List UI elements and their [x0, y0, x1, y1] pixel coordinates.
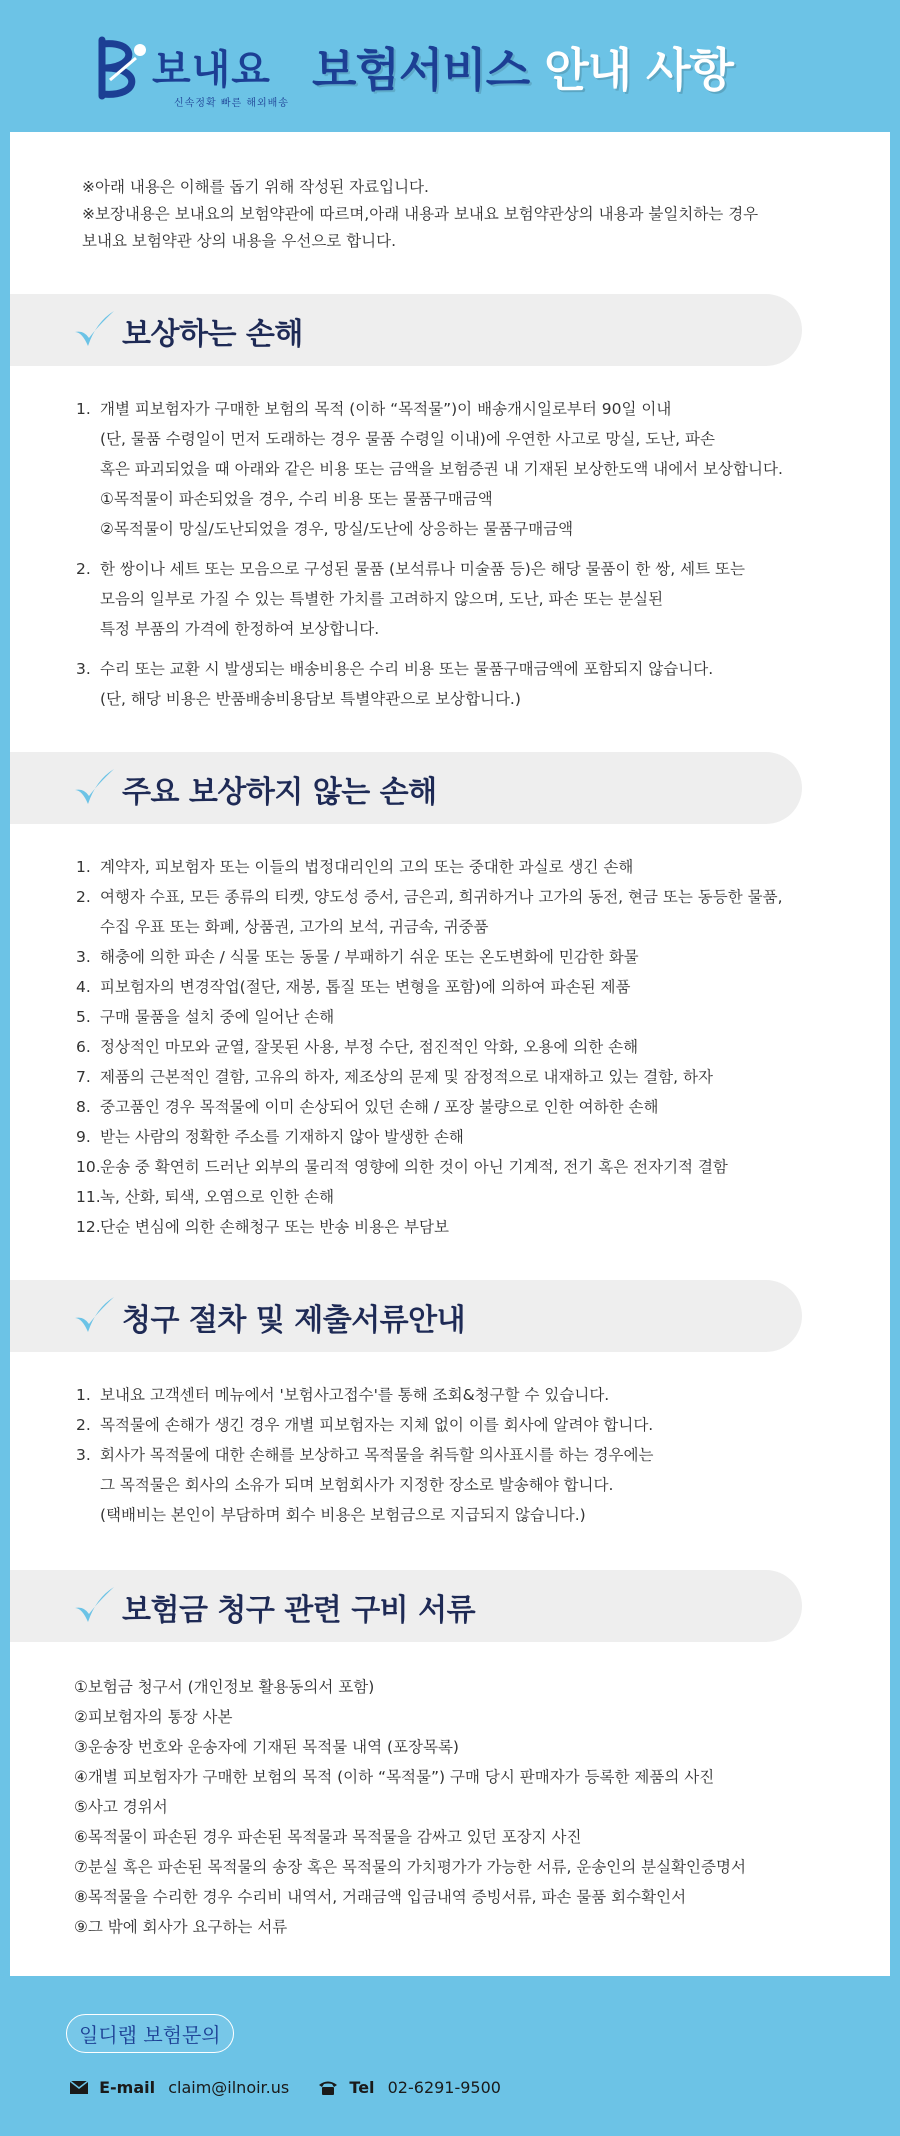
- item-line: 해충에 의한 파손 / 식물 또는 동물 / 부패하기 쉬운 또는 온도변화에 민감한 화물: [100, 948, 639, 966]
- item-line: 그 목적물은 회사의 소유가 되며 보험회사가 지정한 장소로 발송해야 합니다.: [100, 1476, 614, 1494]
- list-item: [76, 852, 856, 882]
- item-line: 중고품인 경우 목적물에 이미 손상되어 있던 손해 / 포장 불량으로 인한 여하한 손해: [100, 1098, 659, 1116]
- list-item: [76, 1410, 856, 1440]
- section-header-covered: [10, 294, 802, 366]
- list-item: [76, 942, 856, 972]
- tel-number[interactable]: 02-6291-9500: [387, 2078, 501, 2097]
- item-line: 여행자 수표, 모든 종류의 티켓, 양도성 증서, 금은괴, 희귀하거나 고가의 동전, 현금 또는 동등한 물품,: [100, 888, 783, 906]
- notice-line: ※아래 내용은 이해를 돕기 위해 작성된 자료입니다.: [82, 178, 429, 196]
- section-list-claim-procedure: [76, 1380, 856, 1530]
- list-item: [76, 882, 856, 942]
- item-line: 단순 변심에 의한 손해청구 또는 반송 비용은 부담보: [100, 1218, 449, 1236]
- item-number: 2.: [76, 1416, 91, 1434]
- item-line: 녹, 산화, 퇴색, 오염으로 인한 손해: [100, 1188, 335, 1206]
- list-item: ⑤사고 경위서: [74, 1798, 168, 1816]
- item-number: 9.: [76, 1128, 91, 1146]
- list-item: ②피보험자의 통장 사본: [74, 1708, 233, 1726]
- item-line: 구매 물품을 설치 중에 일어난 손해: [100, 1008, 335, 1026]
- list-item: ⑧목적물을 수리한 경우 수리비 내역서, 거래금액 입금내역 증빙서류, 파손 물품 회수확인서: [74, 1888, 687, 1906]
- list-item: ⑦분실 혹은 파손된 목적물의 송장 혹은 목적물의 가치평가가 가능한 서류, 운송인의 분실확인증명서: [74, 1858, 746, 1876]
- item-line: 보내요 고객센터 메뉴에서 '보험사고접수'를 통해 조회&청구할 수 있습니다.: [100, 1386, 610, 1404]
- item-line: 계약자, 피보험자 또는 이들의 법정대리인의 고의 또는 중대한 과실로 생긴 손해: [100, 858, 634, 876]
- list-item: [76, 654, 856, 714]
- phone-icon: [318, 2080, 338, 2095]
- item-line: (단, 해당 비용은 반품배송비용담보 특별약관으로 보상합니다.): [100, 690, 521, 708]
- logo-b-mark-icon: [96, 36, 154, 100]
- section-header-required-documents: [10, 1570, 802, 1642]
- check-icon: [72, 308, 116, 350]
- item-number: 10.: [76, 1158, 101, 1176]
- item-number: 11.: [76, 1188, 101, 1206]
- item-number: 8.: [76, 1098, 91, 1116]
- item-line: 피보험자의 변경작업(절단, 재봉, 톱질 또는 변형을 포함)에 의하여 파손된 제품: [100, 978, 631, 996]
- list-item: [76, 1182, 856, 1212]
- list-item: ①보험금 청구서 (개인정보 활용동의서 포함): [74, 1678, 375, 1696]
- item-line: 제품의 근본적인 결함, 고유의 하자, 제조상의 문제 및 잠정적으로 내재하고 있는 결함, 하자: [100, 1068, 713, 1086]
- item-line: 개별 피보험자가 구매한 보험의 목적 (이하 “목적물”)이 배송개시일로부터 90일 이내: [100, 400, 672, 418]
- notice-line: ※보장내용은 보내요의 보험약관에 따르며,아래 내용과 보내요 보험약관상의 내용과 불일치하는 경우: [82, 205, 759, 223]
- item-line: ②목적물이 망실/도난되었을 경우, 망실/도난에 상응하는 물품구매금액: [100, 520, 574, 538]
- item-line: (단, 물품 수령일이 먼저 도래하는 경우 물품 수령일 이내)에 우연한 사고로 망실, 도난, 파손: [100, 430, 715, 448]
- list-item: [76, 1380, 856, 1410]
- brand-logo[interactable]: [96, 36, 306, 110]
- section-list-not-covered: [76, 852, 856, 1242]
- logo-text: 보내요: [152, 47, 271, 93]
- contact-info: [70, 2077, 501, 2097]
- email-label: E-mail: [99, 2078, 156, 2097]
- item-number: 3.: [76, 660, 91, 678]
- item-line: (택배비는 본인이 부담하며 회수 비용은 보험금으로 지급되지 않습니다.): [100, 1506, 586, 1524]
- item-number: 2.: [76, 560, 91, 578]
- list-item: [76, 972, 856, 1002]
- section-title: 보상하는 손해: [122, 317, 303, 352]
- notice-line: 보내요 보험약관 상의 내용을 우선으로 합니다.: [82, 232, 397, 250]
- item-line: 모음의 일부로 가질 수 있는 특별한 가치를 고려하지 않으며, 도난, 파손 또는 분실된: [100, 590, 664, 608]
- list-item: ⑥목적물이 파손된 경우 파손된 목적물과 목적물을 감싸고 있던 포장지 사진: [74, 1828, 582, 1846]
- item-line: 수집 우표 또는 화폐, 상품권, 고가의 보석, 귀금속, 귀중품: [100, 918, 489, 936]
- notice-text: [82, 174, 862, 255]
- list-item: [76, 1092, 856, 1122]
- page-title: [312, 34, 733, 100]
- list-item: ⑨그 밖에 회사가 요구하는 서류: [74, 1918, 288, 1936]
- item-number: 2.: [76, 888, 91, 906]
- insurance-inquiry-label: 일디랩 보험문의: [66, 2014, 234, 2053]
- list-item: [76, 554, 856, 644]
- item-number: 1.: [76, 858, 91, 876]
- item-number: 1.: [76, 1386, 91, 1404]
- section-list-covered: [76, 394, 856, 714]
- item-line: 운송 중 확연히 드러난 외부의 물리적 영향에 의한 것이 아닌 기계적, 전기 혹은 전자기적 결함: [100, 1158, 728, 1176]
- item-number: 1.: [76, 400, 91, 418]
- list-item: [76, 1440, 856, 1530]
- item-number: 3.: [76, 1446, 91, 1464]
- list-item: [76, 1062, 856, 1092]
- list-item: ④개별 피보험자가 구매한 보험의 목적 (이하 “목적물”) 구매 당시 판매자가 등록한 제품의 사진: [74, 1768, 715, 1786]
- section-title: 보험금 청구 관련 구비 서류: [122, 1593, 476, 1628]
- item-line: 정상적인 마모와 균열, 잘못된 사용, 부정 수단, 점진적인 악화, 오용에 의한 손해: [100, 1038, 639, 1056]
- list-item: [76, 394, 856, 544]
- title-dark: 보험서비스: [312, 43, 530, 97]
- section-header-not-covered: [10, 752, 802, 824]
- item-number: 3.: [76, 948, 91, 966]
- item-line: 받는 사람의 정확한 주소를 기재하지 않아 발생한 손해: [100, 1128, 464, 1146]
- list-item: ③운송장 번호와 운송자에 기재된 목적물 내역 (포장목록): [74, 1738, 459, 1756]
- logo-subtitle: 신속정확 빠른 해외배송: [174, 98, 289, 109]
- section-title: 주요 보상하지 않는 손해: [122, 775, 437, 810]
- item-number: 12.: [76, 1218, 101, 1236]
- item-line: 수리 또는 교환 시 발생되는 배송비용은 수리 비용 또는 물품구매금액에 포함되지 않습니다.: [100, 660, 714, 678]
- list-item: [76, 1122, 856, 1152]
- item-line: 혹은 파괴되었을 때 아래와 같은 비용 또는 금액을 보험증권 내 기재된 보상한도액 내에서 보상합니다.: [100, 460, 783, 478]
- item-number: 6.: [76, 1038, 91, 1056]
- check-icon: [72, 1584, 116, 1626]
- email-address[interactable]: claim@ilnoir.us: [168, 2078, 290, 2097]
- content-panel: [10, 132, 890, 1976]
- item-number: 4.: [76, 978, 91, 996]
- check-icon: [72, 1294, 116, 1336]
- header: [0, 0, 900, 132]
- item-line: ①목적물이 파손되었을 경우, 수리 비용 또는 물품구매금액: [100, 490, 493, 508]
- item-line: 특정 부품의 가격에 한정하여 보상합니다.: [100, 620, 380, 638]
- tel-label: Tel: [349, 2078, 375, 2097]
- item-line: 한 쌍이나 세트 또는 모음으로 구성된 물품 (보석류나 미술품 등)은 해당 물품이 한 쌍, 세트 또는: [100, 560, 745, 578]
- list-item: [76, 1002, 856, 1032]
- list-item: [76, 1152, 856, 1182]
- section-list-required-documents: [74, 1672, 854, 1942]
- item-line: 회사가 목적물에 대한 손해를 보상하고 목적물을 취득할 의사표시를 하는 경우에는: [100, 1446, 654, 1464]
- list-item: [76, 1032, 856, 1062]
- section-title: 청구 절차 및 제출서류안내: [122, 1303, 466, 1338]
- item-number: 5.: [76, 1008, 91, 1026]
- list-item: [76, 1212, 856, 1242]
- item-number: 7.: [76, 1068, 91, 1086]
- title-light: 안내 사항: [544, 43, 733, 97]
- check-icon: [72, 766, 116, 808]
- section-header-claim-procedure: [10, 1280, 802, 1352]
- mail-icon: [70, 2081, 88, 2094]
- item-line: 목적물에 손해가 생긴 경우 개별 피보험자는 지체 없이 이를 회사에 알려야 합니다.: [100, 1416, 654, 1434]
